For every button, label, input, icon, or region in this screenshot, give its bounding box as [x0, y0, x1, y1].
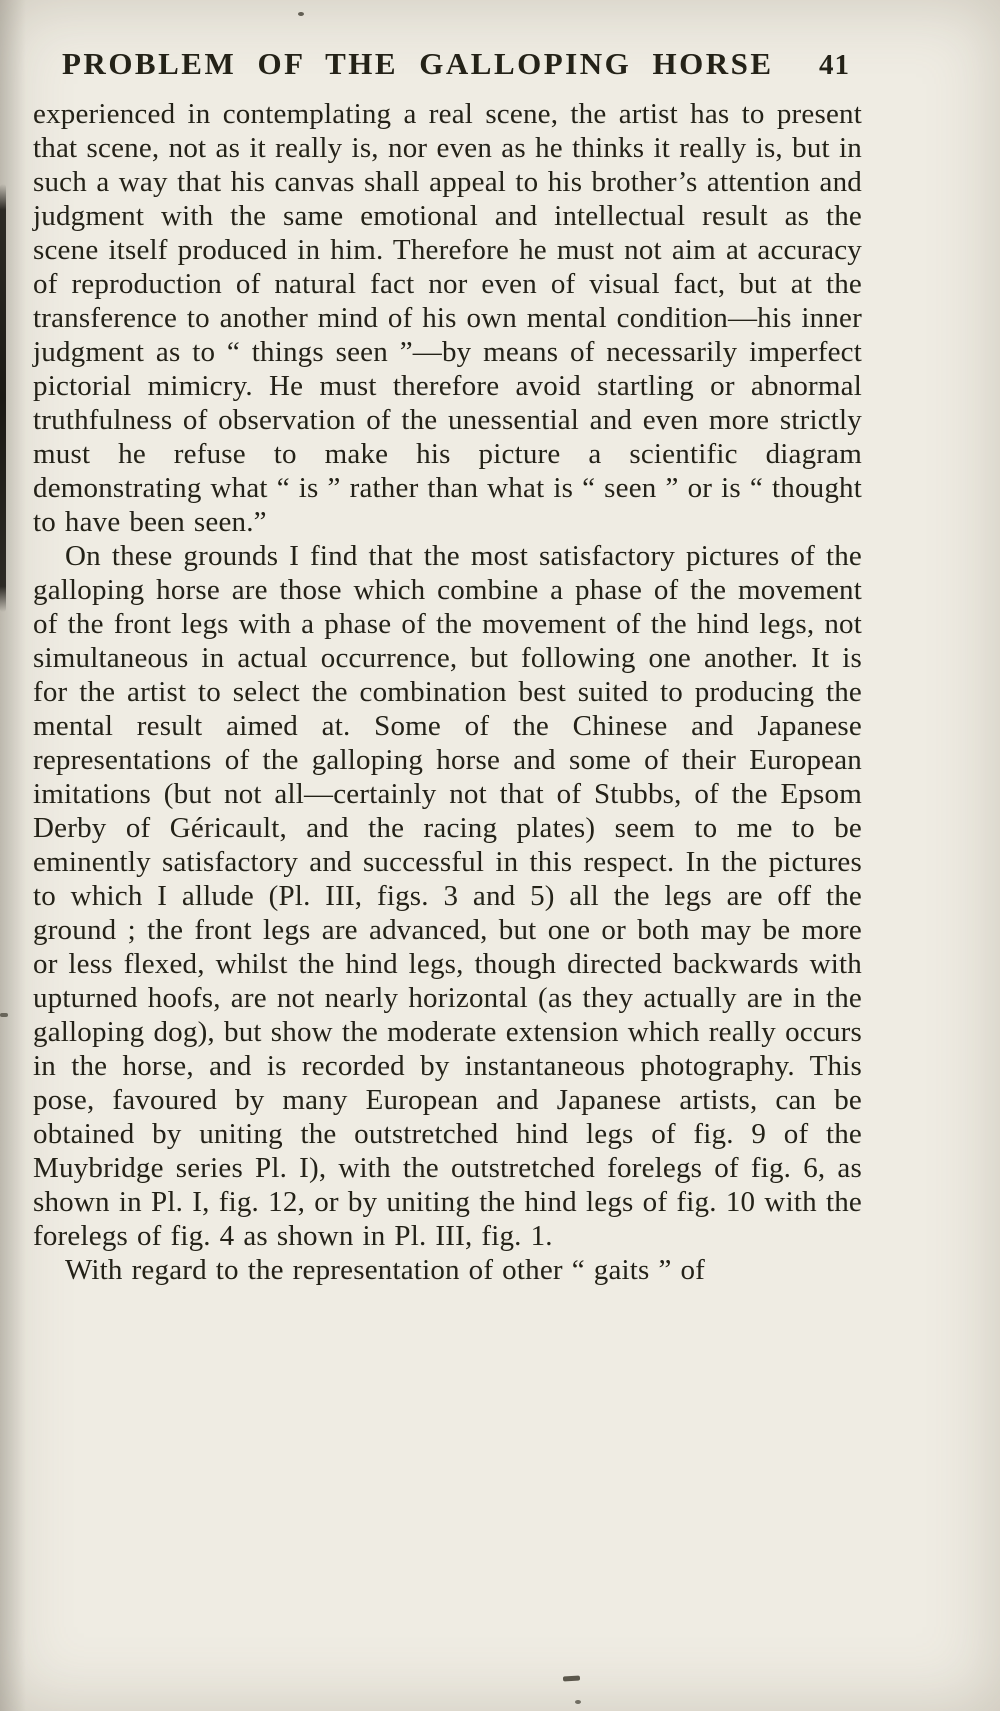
ink-speck [575, 1700, 581, 1704]
running-header [62, 46, 850, 82]
paragraph-continuation: experienced in contemplating a real scene, the artist has to present that scene, not as it really is, nor even as he thinks it really is, but in such a way that his canvas shall appeal to his brother’s attention and judgment with the same emotional and intellectual result as the scene itself produced in him. Therefore he must not aim at accuracy of reproduction of natural fact nor even of visual fact, but at the transference to another mind of his own mental condition—his inner judgment as to “ things seen ”—by means of necessarily imperfect pictorial mimicry. He must therefore avoid startling or abnormal truthfulness of observation of the unessential and even more strictly must he refuse to make his picture a scientific diagram demonstrating what “ is ” rather than what is “ seen ” or is “ thought to have been seen.” [33, 98, 862, 538]
binding-ink-mark [0, 184, 6, 612]
ink-speck [563, 1676, 580, 1682]
page-number: 41 [819, 49, 850, 81]
paragraph-partial: With regard to the representation of other “ gaits ” of [65, 1254, 706, 1286]
page-title: PROBLEM OF THE GALLOPING HORSE [62, 46, 774, 81]
ink-speck [0, 1013, 8, 1017]
ink-speck [298, 12, 304, 16]
text-block [33, 97, 862, 1287]
paragraph: On these grounds I find that the most satisfactory pictures of the galloping horse are those which combine a phase of the movement of the front legs with a phase of the movement of the hind legs, not simultaneous in actual occurrence, but following one another. It is for the artist to select the combination best suited to producing the mental result aimed at. Some of the Chinese and Japanese representations of the galloping horse and some of their European imitations (but not all—certainly not that of Stubbs, of the Epsom Derby of Géricault, and the racing plates) seem to me to be eminently satisfactory and successful in this respect. In the pictures to which I allude (Pl. III, figs. 3 and 5) all the legs are off the ground ; the front legs are advanced, but one or both may be more or less flexed, whilst the hind legs, though directed backwards with upturned hoofs, are not nearly horizontal (as they actually are in the galloping dog), but show the moderate extension which really occurs in the horse, and is recorded by instantaneous photography. This pose, favoured by many European and Japanese artists, can be obtained by uniting the outstretched hind legs of fig. 9 of the Muybridge series Pl. I), with the outstretched forelegs of fig. 6, as shown in Pl. I, fig. 12, or by uniting the hind legs of fig. 10 with the forelegs of fig. 4 as shown in Pl. III, fig. 1. [33, 540, 862, 1252]
